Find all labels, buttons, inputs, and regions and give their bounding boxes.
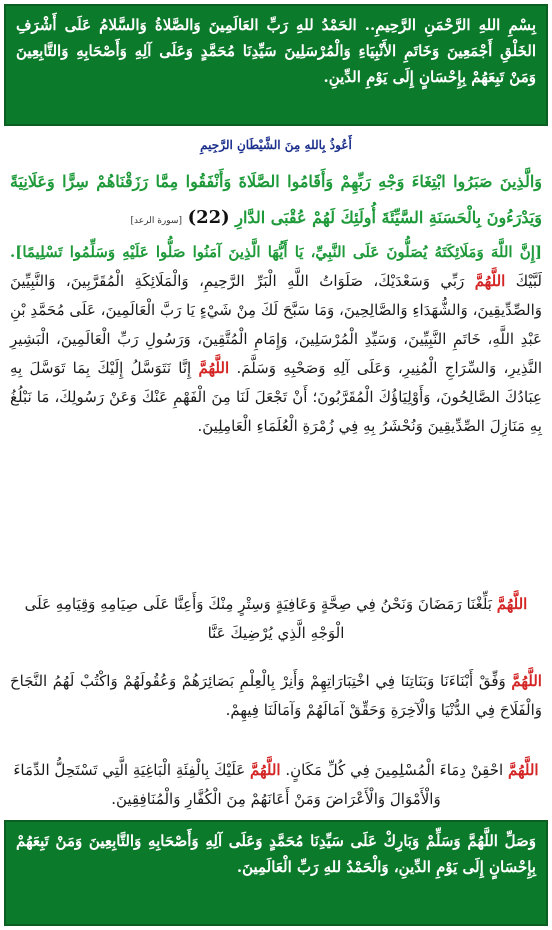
footer-text: وَصَلِّ اللَّهُمَّ وَسَلِّمْ وَبَارِكْ عَلَى سَيِّدِنَا مُحَمَّدٍ وَعَلَى آلِهِ وَأَصْحَابِهِ وَالتَّابِعِينَ وَمَنْ تَبِعَهُمْ بِإِحْسَانٍ إِلَى يَوْمِ الدِّينِ، وَالْحَمْدُ للهِ رَبِّ الْعَالَمِينَ. xyxy=(16,832,536,876)
dua-muslims xyxy=(10,756,542,814)
surah-reference: [سورة الرعد] xyxy=(130,216,182,226)
main-dua-paragraph xyxy=(10,238,542,441)
allahumma-label: اللَّهُمَّ xyxy=(511,672,542,690)
allahumma-label: اللَّهُمَّ xyxy=(496,595,528,613)
dua-muslims-text: احْقِنْ دِمَاءَ الْمُسْلِمِينَ فِي كُلِّ مَكَانٍ. xyxy=(285,761,504,779)
ayah-ahzab: [إِنَّ اللَّهَ وَمَلَائِكَتَهُ يُصَلُّونَ عَلَى النَّبِيِّ، يَا أَيُّهَا الَّذِينَ آمَنُوا صَلُّوا عَلَيْهِ وَسَلِّمُوا تَسْلِيمًا]. xyxy=(10,243,542,261)
allahumma-label: اللَّهُمَّ xyxy=(474,272,506,290)
allahumma-label: اللَّهُمَّ xyxy=(198,359,230,377)
allahumma-label: اللَّهُمَّ xyxy=(249,761,281,779)
footer-banner xyxy=(4,820,548,926)
ayah-raad xyxy=(10,164,542,239)
main-dua-part3: إِنَّا نَتَوَسَّلُ إِلَيْكَ بِمَا تَوَسَّلَ بِهِ عِبَادُكَ الصَّالِحُونَ، وَأَوْلِيَاؤُكَ الْمُقَرَّبُونَ؛ أَنْ تَجْعَلَ لَنَا مِنَ الْفَهْمِ عَنْكَ وَعَنْ رَسُولِكَ، مَا نَبْلُغُ بِهِ مَنَازِلَ الصِّدِّيقِينَ وَنُحْشَرُ بِهِ فِي زُمْرَةِ الْعُلَمَاءِ الْعَامِلِينَ. xyxy=(10,359,542,435)
istiadha-line: أَعُوذُ بِاللهِ مِنَ الشَّيْطَانِ الرَّجِيمِ xyxy=(200,138,352,152)
header-banner xyxy=(4,4,548,126)
main-dua-part2: رَبِّي وَسَعْدَيْكَ، صَلَوَاتُ اللَّهِ الْبَرِّ الرَّحِيمِ، وَالْمَلَائِكَةِ الْمُقَرَّبِينَ، وَالنَّبِيِّينَ وَالصِّدِّيقِينَ، وَالشُّهَدَاءِ وَالصَّالِحِينَ، وَمَا سَبَّحَ لَكَ مِنْ شَيْءٍ يَا رَبَّ الْعَالَمِينَ، عَلَى مُحَمَّدِ بْنِ عَبْدِ اللَّهِ، خَاتَمِ النَّبِيِّينَ، وَسَيِّدِ الْمُرْسَلِينَ، وَإِمَامِ الْمُتَّقِينَ، وَرَسُولِ رَبِّ الْعَالَمِينَ، الْبَشِيرِ النَّذِيرِ، وَالسِّرَاجِ الْمُنِيرِ، وَعَلَى آلِهِ وَصَحْبِهِ وَسَلَّمَ. xyxy=(10,272,542,377)
dua-ramadan-text: بَلِّغْنَا رَمَضَانَ وَنَحْنُ فِي صِحَّةٍ وَعَافِيَةٍ وَسِتْرٍ مِنْكَ وَأَعِنَّا عَلَى صِيَامِهِ وَقِيَامِهِ عَلَى الْوَجْهِ الَّذِي يُرْضِيكَ عَنَّا xyxy=(24,595,492,642)
dua-ramadan xyxy=(10,590,542,648)
ayah-raad-text: وَالَّذِينَ صَبَرُوا ابْتِغَاءَ وَجْهِ رَبِّهِمْ وَأَقَامُوا الصَّلَاةَ وَأَنْفَقُوا مِمَّا رَزَقْنَاهُمْ سِرًّا وَعَلَانِيَةً وَيَدْرَءُونَ بِالْحَسَنَةِ السَّيِّئَةَ أُولَئِكَ لَهُمْ عُقْبَى الدَّارِ xyxy=(10,172,542,227)
main-dua-part1: لَبَّيْكَ xyxy=(515,272,542,290)
ayah-number: (22) xyxy=(187,207,230,228)
dua-muslims-text2: عَلَيْكَ بِالْفِئَةِ الْبَاغِيَةِ الَّتِي تَسْتَحِلُّ الدِّمَاءَ وَالْأَمْوَالَ وَالْأَعْرَاضَ وَمَنْ أَعَانَهُمْ مِنَ الْكُفَّارِ وَالْمُنَافِقِينَ. xyxy=(13,761,441,808)
dua-children xyxy=(10,667,542,725)
allahumma-label: اللَّهُمَّ xyxy=(508,761,539,779)
dua-children-text: وَفِّقْ أَبْنَاءَنَا وَبَنَاتِنَا فِي اخْتِبَارَاتِهِمْ وَأَنِرْ بِالْعِلْمِ بَصَائِرَهُمْ وَعُقُولَهُمْ وَاكْتُبْ لَهُمُ النَّجَاحَ وَالْفَلَاحَ فِي الدُّنْيَا وَالْآخِرَةِ وَحَقِّقْ آمَالَهُمْ وَآمَالَنَا فِيهِمْ. xyxy=(10,672,542,719)
header-text: بِسْمِ اللهِ الرَّحْمَنِ الرَّحِيمِ.. الحَمْدُ للهِ رَبِّ العَالَمِينَ وَالصَّلاةُ وَالسَّلامُ عَلَى أَشْرَفِ الخَلْقِ أَجْمَعِينَ وَخَاتَمِ الأَنْبِيَاءِ وَالْمُرْسَلِينَ سَيِّدِنَا مُحَمَّدٍ وَعَلَى آلِهِ وَأَصْحَابِهِ وَالتَّابِعِينَ وَمَنْ تَبِعَهُمْ بِإِحْسَانٍ إِلَى يَوْمِ الدِّينِ. xyxy=(16,16,536,86)
